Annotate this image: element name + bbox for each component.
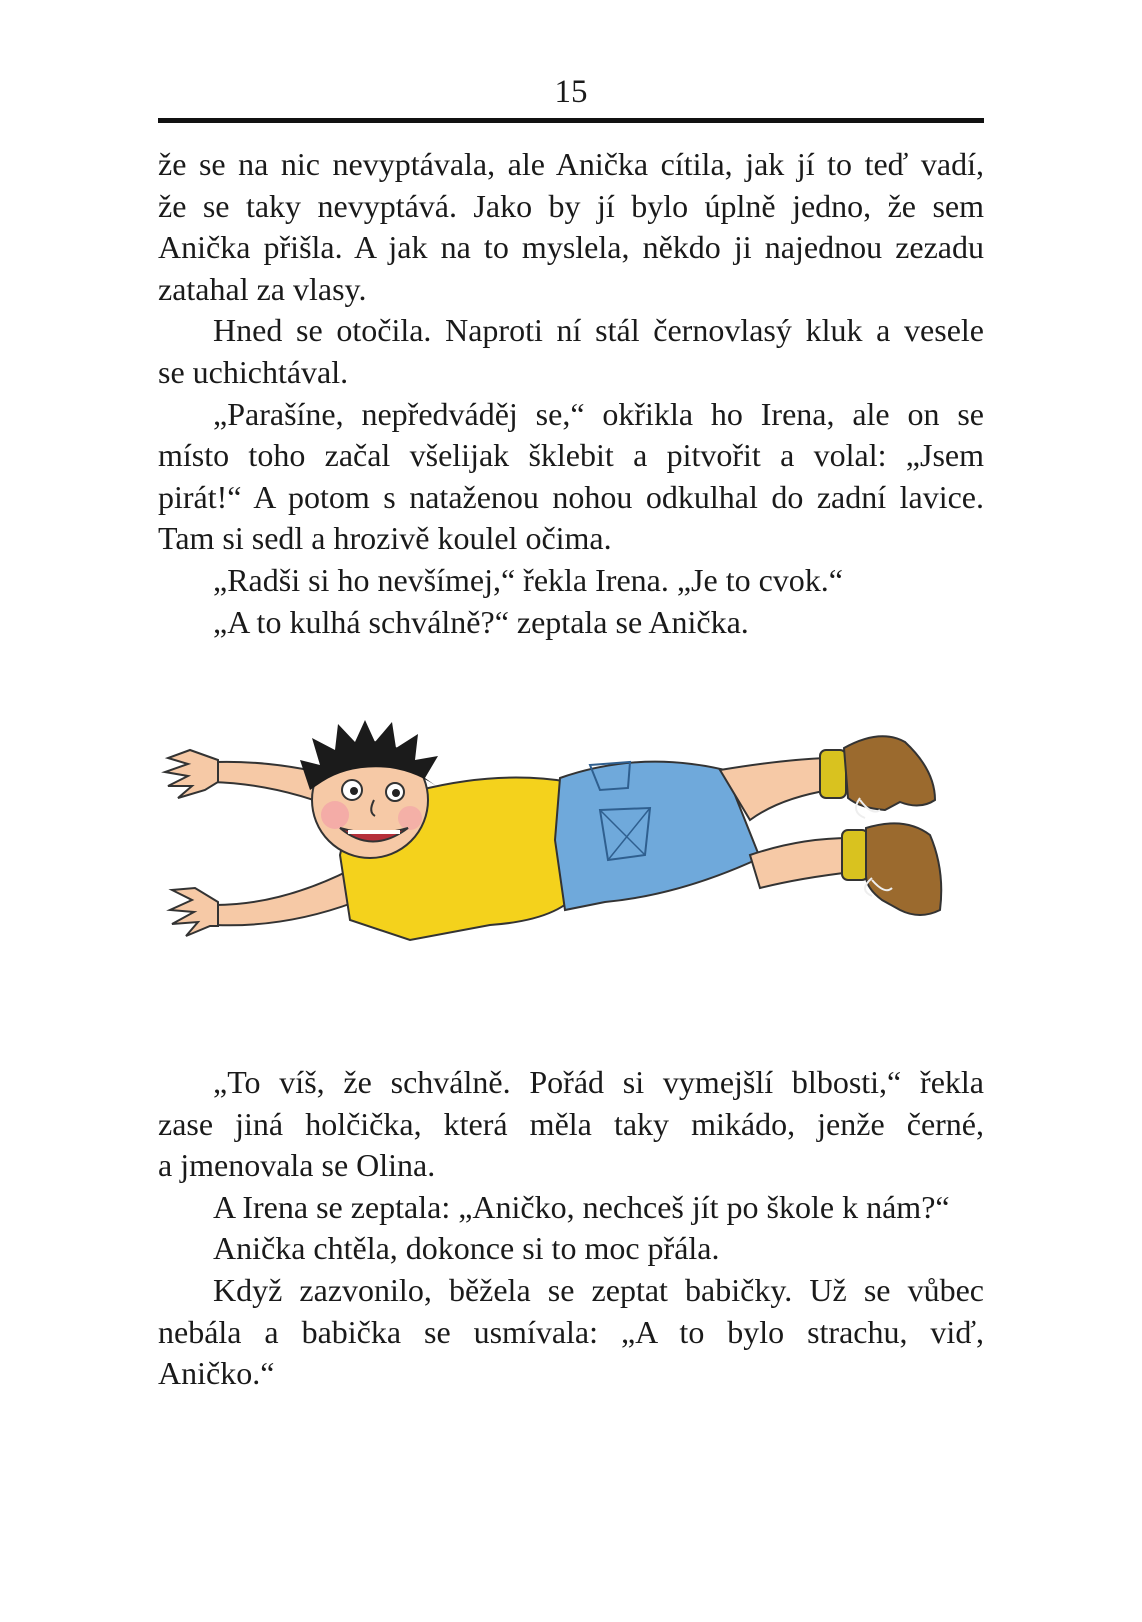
- text-line: Hned se otočila. Naproti ní stál černovlasý kluk a vesele: [213, 312, 984, 349]
- text-line: pirát!“ A potom s nataženou nohou odkulhal do zadní lavice.: [158, 478, 984, 515]
- page-number: 15: [554, 74, 588, 110]
- text-line: „Parašíne, nepředváděj se,“ okřikla ho Irena, ale on se: [213, 395, 984, 432]
- text-block-top: [158, 144, 984, 643]
- text-line: nebála a babička se usmívala: „A to bylo strachu, viď,: [158, 1313, 984, 1350]
- text-block-bottom: [158, 1062, 984, 1395]
- text-line: že se na nic nevyptávala, ale Anička cítila, jak jí to teď vadí,: [158, 146, 984, 182]
- lower-sock: [842, 830, 868, 880]
- lower-boot: [866, 823, 941, 915]
- lower-arm: [215, 870, 355, 925]
- text-line: Tam si sedl a hrozivě koulel očima.: [158, 520, 612, 557]
- text-line: se uchichtával.: [158, 353, 349, 390]
- text-line: Když zazvonilo, běžela se zeptat babičky. Už se vůbec: [213, 1271, 984, 1308]
- text-line: „A to kulhá schválně?“ zeptala se Anička.: [213, 603, 749, 640]
- text-line: místo toho začal všelijak šklebit a pitvořit a volal: „Jsem: [158, 437, 984, 474]
- upper-boot: [844, 736, 935, 810]
- lower-hand: [170, 888, 218, 936]
- text-line: a jmenovala se Olina.: [158, 1147, 436, 1184]
- upper-hand: [165, 750, 218, 798]
- lower-leg: [750, 838, 852, 888]
- text-line: zatahal za vlasy.: [158, 270, 367, 307]
- text-line: Anička přišla. A jak na to myslela, někdo ji najednou zezadu: [158, 229, 984, 266]
- text-line: „Radši si ho nevšímej,“ řekla Irena. „Je to cvok.“: [213, 561, 843, 598]
- text-line: že se taky nevyptává. Jako by jí bylo úplně jedno, že sem: [158, 187, 984, 224]
- boy-lying-flat-illustration: [160, 720, 990, 990]
- header-rule: [158, 118, 984, 123]
- text-line: Anička chtěla, dokonce si to moc přála.: [213, 1230, 720, 1267]
- text-line: zase jiná holčička, která měla taky mikádo, jenže černé,: [158, 1105, 984, 1142]
- text-line: A Irena se zeptala: „Aničko, nechceš jít po škole k nám?“: [213, 1188, 950, 1225]
- upper-sock: [820, 750, 846, 798]
- text-line: „To víš, že schválně. Pořád si vymejšlí blbosti,“ řekla: [213, 1064, 984, 1100]
- text-line: Aničko.“: [158, 1355, 275, 1392]
